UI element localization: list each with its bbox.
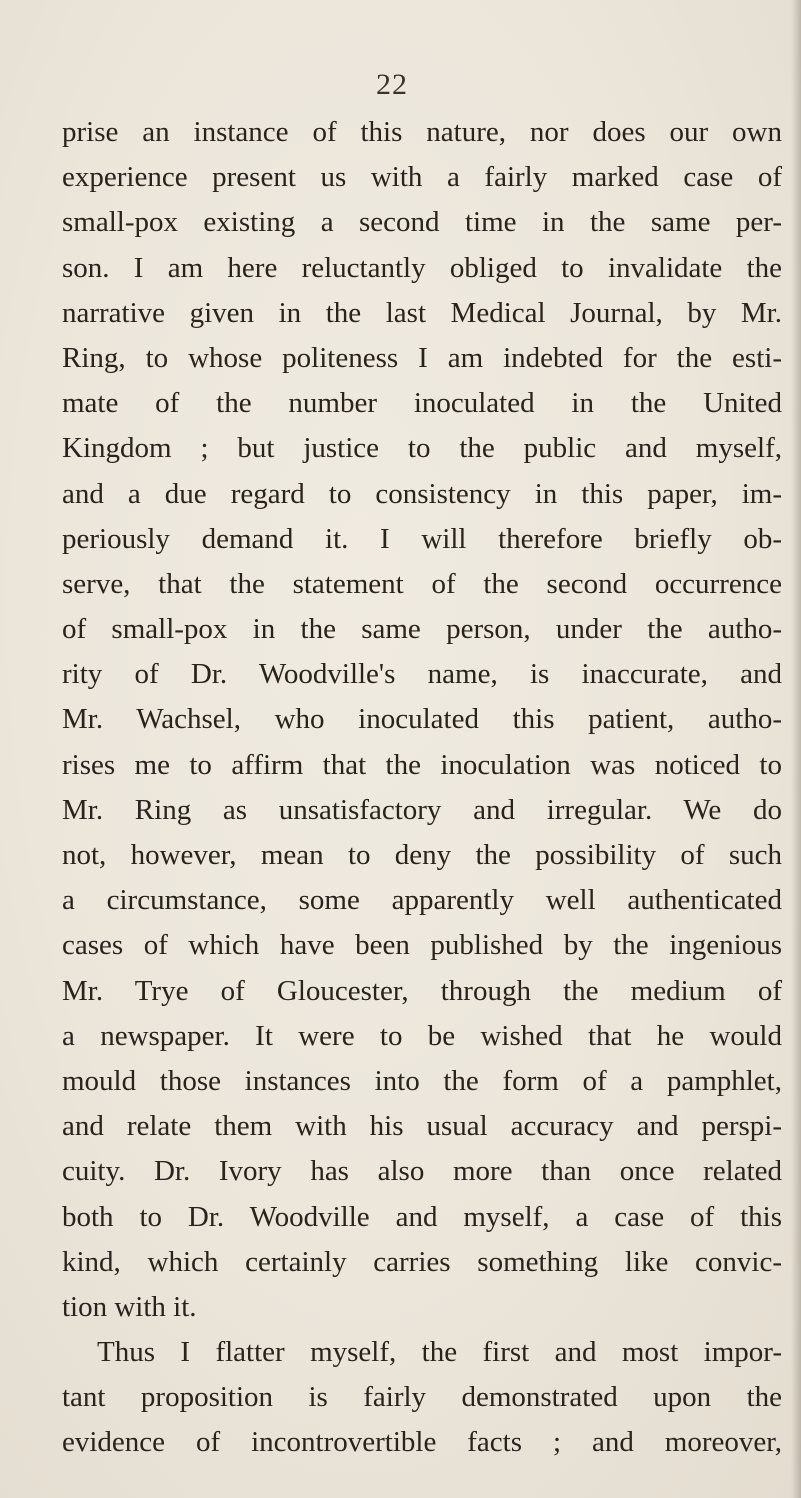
text-line: mould those instances into the form of a pamphlet, — [62, 1064, 782, 1097]
text-line: Mr. Wachsel, who inoculated this patient, autho- — [62, 703, 782, 736]
text-line: and relate them with his usual accuracy and perspi- — [62, 1110, 782, 1143]
page-edge-shadow — [791, 0, 801, 1498]
text-line: rity of Dr. Woodville's name, is inaccurate, and — [62, 658, 782, 691]
text-line: prise an instance of this nature, nor does our own — [62, 116, 782, 148]
text-line: experience present us with a fairly marked case of — [62, 161, 782, 194]
text-line: both to Dr. Woodville and myself, a case of this — [62, 1200, 782, 1233]
text-line: of small-pox in the same person, under the autho- — [62, 613, 782, 646]
text-line: not, however, mean to deny the possibility of such — [62, 839, 782, 871]
text-line: Ring, to whose politeness I am indebted for the esti- — [62, 341, 782, 374]
text-line: evidence of incontrovertible facts ; and moreover, — [62, 1426, 782, 1459]
text-line: small-pox existing a second time in the same per- — [62, 206, 782, 239]
text-line: mate of the number inoculated in the United — [62, 387, 782, 420]
body-text — [62, 110, 782, 1466]
text-line: a newspaper. It were to be wished that he would — [62, 1019, 782, 1052]
text-line: cuity. Dr. Ivory has also more than once related — [62, 1155, 782, 1188]
text-line: cases of which have been published by the ingenious — [62, 929, 782, 962]
paragraph-start-line: Thus I flatter myself, the first and most impor- — [97, 1336, 782, 1369]
text-line: narrative given in the last Medical Journal, by Mr. — [62, 296, 782, 329]
text-line: rises me to affirm that the inoculation was noticed to — [62, 748, 782, 781]
text-line: tant proposition is fairly demonstrated upon the — [62, 1381, 782, 1414]
text-line: son. I am here reluctantly obliged to invalidate the — [62, 251, 782, 284]
text-line: serve, that the statement of the second occurrence — [62, 567, 782, 600]
text-line: a circumstance, some apparently well authenticated — [62, 884, 782, 917]
page-number: 22 — [376, 68, 408, 101]
text-line: Kingdom ; but justice to the public and myself, — [62, 432, 782, 465]
text-line: kind, which certainly carries something like convic- — [62, 1245, 782, 1278]
text-line: and a due regard to consistency in this paper, im- — [62, 477, 782, 510]
paragraph-end-line: tion with it. — [62, 1290, 197, 1323]
text-line: periously demand it. I will therefore briefly ob- — [62, 522, 782, 555]
text-line: Mr. Trye of Gloucester, through the medium of — [62, 974, 782, 1007]
text-line: Mr. Ring as unsatisfactory and irregular. We do — [62, 793, 782, 826]
